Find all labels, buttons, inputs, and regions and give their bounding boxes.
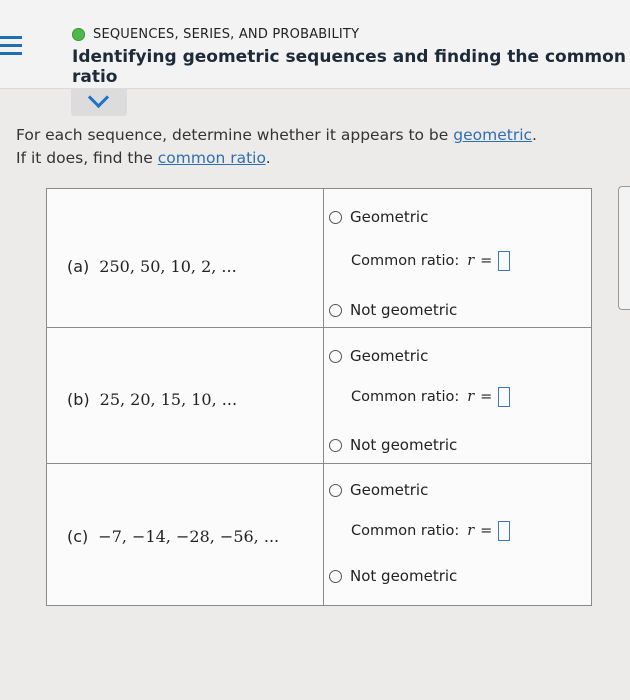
answer-box[interactable] <box>498 521 510 541</box>
option-label: Geometric <box>350 481 429 499</box>
sequence-c <box>67 527 279 546</box>
radio-geometric-b[interactable] <box>329 347 428 365</box>
sequence-label: (c) <box>67 527 89 546</box>
sequence-label: (b) <box>67 390 90 409</box>
page-title: Identifying geometric sequences and finding the common ratio <box>72 47 626 87</box>
column-divider <box>323 464 324 605</box>
ratio-var: r <box>467 253 475 269</box>
radio-not-geometric-b[interactable] <box>329 436 457 454</box>
table-row <box>47 189 591 328</box>
menu-icon[interactable] <box>0 36 22 56</box>
answer-table <box>46 188 592 606</box>
common-ratio-b <box>351 387 510 407</box>
radio-not-geometric-a[interactable] <box>329 301 457 319</box>
option-label: Not geometric <box>350 301 458 319</box>
sequence-a <box>67 257 237 276</box>
radio-icon[interactable] <box>329 350 342 363</box>
ratio-var: r <box>467 523 475 539</box>
ratio-label: Common ratio: <box>351 389 460 405</box>
question-prompt <box>16 124 537 170</box>
radio-icon[interactable] <box>329 211 342 224</box>
ratio-eq: = <box>480 389 493 405</box>
common-ratio-a <box>351 251 510 271</box>
answer-box[interactable] <box>498 251 510 271</box>
radio-geometric-a[interactable] <box>329 208 428 226</box>
radio-icon[interactable] <box>329 570 342 583</box>
prompt-text: For each sequence, determine whether it appears to be <box>16 126 454 144</box>
radio-icon[interactable] <box>329 439 342 452</box>
sequence-b <box>67 390 237 409</box>
ratio-eq: = <box>480 253 493 269</box>
common-ratio-link[interactable]: common ratio <box>157 149 266 167</box>
topic-row <box>72 26 359 42</box>
radio-not-geometric-c[interactable] <box>329 567 457 585</box>
option-label: Not geometric <box>350 436 458 454</box>
chevron-down-icon <box>88 87 109 108</box>
sequence-label: (a) <box>67 257 90 276</box>
sequence-terms: 250, 50, 10, 2, ... <box>99 257 237 276</box>
ratio-eq: = <box>480 523 493 539</box>
radio-icon[interactable] <box>329 484 342 497</box>
column-divider <box>323 189 324 327</box>
column-divider <box>323 328 324 463</box>
ratio-label: Common ratio: <box>351 523 460 539</box>
radio-geometric-c[interactable] <box>329 481 428 499</box>
option-label: Geometric <box>350 208 429 226</box>
prompt-text-2: If it does, find the <box>16 149 158 167</box>
collapse-toggle[interactable] <box>71 88 127 116</box>
sequence-terms: −7, −14, −28, −56, ... <box>98 527 280 546</box>
prompt-punct-2: . <box>265 149 271 167</box>
radio-icon[interactable] <box>329 304 342 317</box>
table-row <box>47 328 591 464</box>
geometric-link[interactable]: geometric <box>453 126 533 144</box>
option-label: Geometric <box>350 347 429 365</box>
table-row <box>47 464 591 605</box>
ratio-label: Common ratio: <box>351 253 460 269</box>
header-bar <box>0 0 630 89</box>
side-panel-edge <box>618 186 630 310</box>
common-ratio-c <box>351 521 510 541</box>
option-label: Not geometric <box>350 567 458 585</box>
prompt-punct: . <box>532 126 537 144</box>
sequence-terms: 25, 20, 15, 10, ... <box>99 390 238 409</box>
ratio-var: r <box>467 389 475 405</box>
topic-status-icon <box>72 28 85 41</box>
answer-box[interactable] <box>498 387 510 407</box>
topic-label: SEQUENCES, SERIES, AND PROBABILITY <box>93 26 360 42</box>
